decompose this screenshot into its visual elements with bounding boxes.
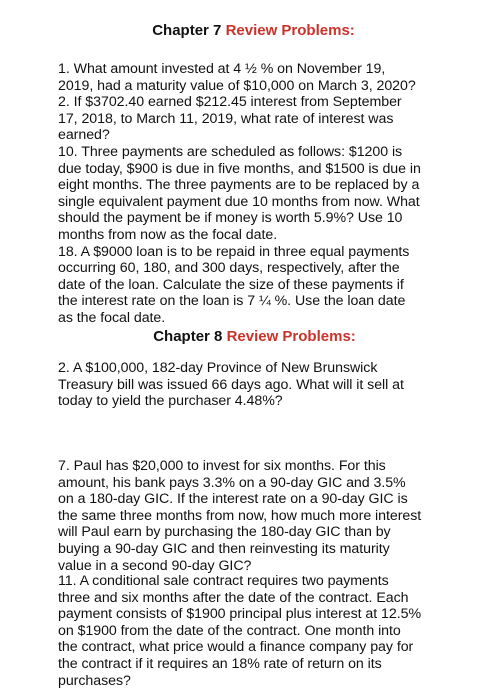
chapter-7-heading	[0, 22, 493, 39]
problem-8-11	[58, 573, 478, 689]
text-line: amount, his bank pays 3.3% on a 90-day GIC and 3.5%	[58, 474, 406, 491]
text-line: will Paul earn by purchasing the 180-day GIC than by	[58, 524, 391, 541]
text-line: months from now as the focal date.	[58, 226, 278, 243]
chapter-8-heading	[0, 328, 493, 345]
problem-7-1	[58, 61, 478, 94]
text-line: 1. What amount invested at 4 ½ % on November 19,	[58, 61, 386, 77]
text-line: occurring 60, 180, and 300 days, respectively, after the	[58, 260, 400, 277]
text-line: 17, 2018, to March 11, 2019, what rate of interest was	[58, 110, 394, 127]
text-line: the contract if it requires an 18% rate of return on its	[58, 655, 382, 672]
text-line: single equivalent payment due 10 months from now. What	[58, 193, 420, 210]
text-line: as the focal date.	[58, 309, 166, 326]
chapter-7-title: Chapter 7	[152, 22, 226, 39]
text-line: payment consists of $1900 principal plus interest at 12.5%	[58, 606, 422, 623]
text-line: due today, $900 is due in five months, and $1500 is due in	[58, 160, 421, 177]
text-line: 2. A $100,000, 182-day Province of New Brunswick	[58, 360, 378, 376]
text-line: the contract, what price would a finance company pay for	[58, 639, 414, 656]
problem-8-7	[58, 458, 478, 574]
text-line: value in a second 90-day GIC?	[58, 557, 252, 574]
text-line: purchases?	[58, 672, 131, 689]
chapter-7-review-label: Review Problems:	[225, 22, 355, 39]
text-line: buying a 90-day GIC and then reinvesting its maturity	[58, 540, 390, 557]
text-line: the interest rate on the loan is 7 ¼ %. Use the loan date	[58, 293, 406, 310]
text-line: 18. A $9000 loan is to be repaid in three equal payments	[58, 243, 410, 260]
text-line: should the payment be if money is worth 5.9%? Use 10	[58, 210, 403, 227]
problem-7-10	[58, 144, 478, 244]
text-line: 10. Three payments are scheduled as follows: $1200 is	[58, 143, 403, 160]
problem-8-2	[58, 360, 478, 410]
text-line: on a 180-day GIC. If the interest rate on a 90-day GIC is	[58, 491, 408, 508]
chapter-8-title: Chapter 8	[153, 328, 227, 345]
text-line: date of the loan. Calculate the size of these payments if	[58, 276, 404, 293]
text-line: today to yield the purchaser 4.48%?	[58, 393, 283, 410]
text-line: on $1900 from the date of the contract. One month into	[58, 622, 401, 639]
text-line: 2019, had a maturity value of $10,000 on March 3, 2020?	[58, 77, 416, 94]
problem-7-18	[58, 244, 478, 327]
chapter-8-review-label: Review Problems:	[226, 328, 356, 345]
text-line: 7. Paul has $20,000 to invest for six months. For this	[58, 458, 386, 474]
text-line: Treasury bill was issued 66 days ago. What will it sell at	[58, 376, 404, 393]
chapter-7-problems	[58, 61, 478, 327]
text-line: 2. If $3702.40 earned $212.45 interest from September	[58, 94, 402, 111]
text-line: earned?	[58, 127, 110, 144]
text-line: eight months. The three payments are to be replaced by a	[58, 177, 420, 194]
text-line: three and six months after the date of the contract. Each	[58, 589, 409, 606]
text-line: 11. A conditional sale contract requires two payments	[58, 573, 389, 589]
problem-7-2	[58, 94, 478, 144]
text-line: the same three months from now, how much more interest	[58, 507, 422, 524]
